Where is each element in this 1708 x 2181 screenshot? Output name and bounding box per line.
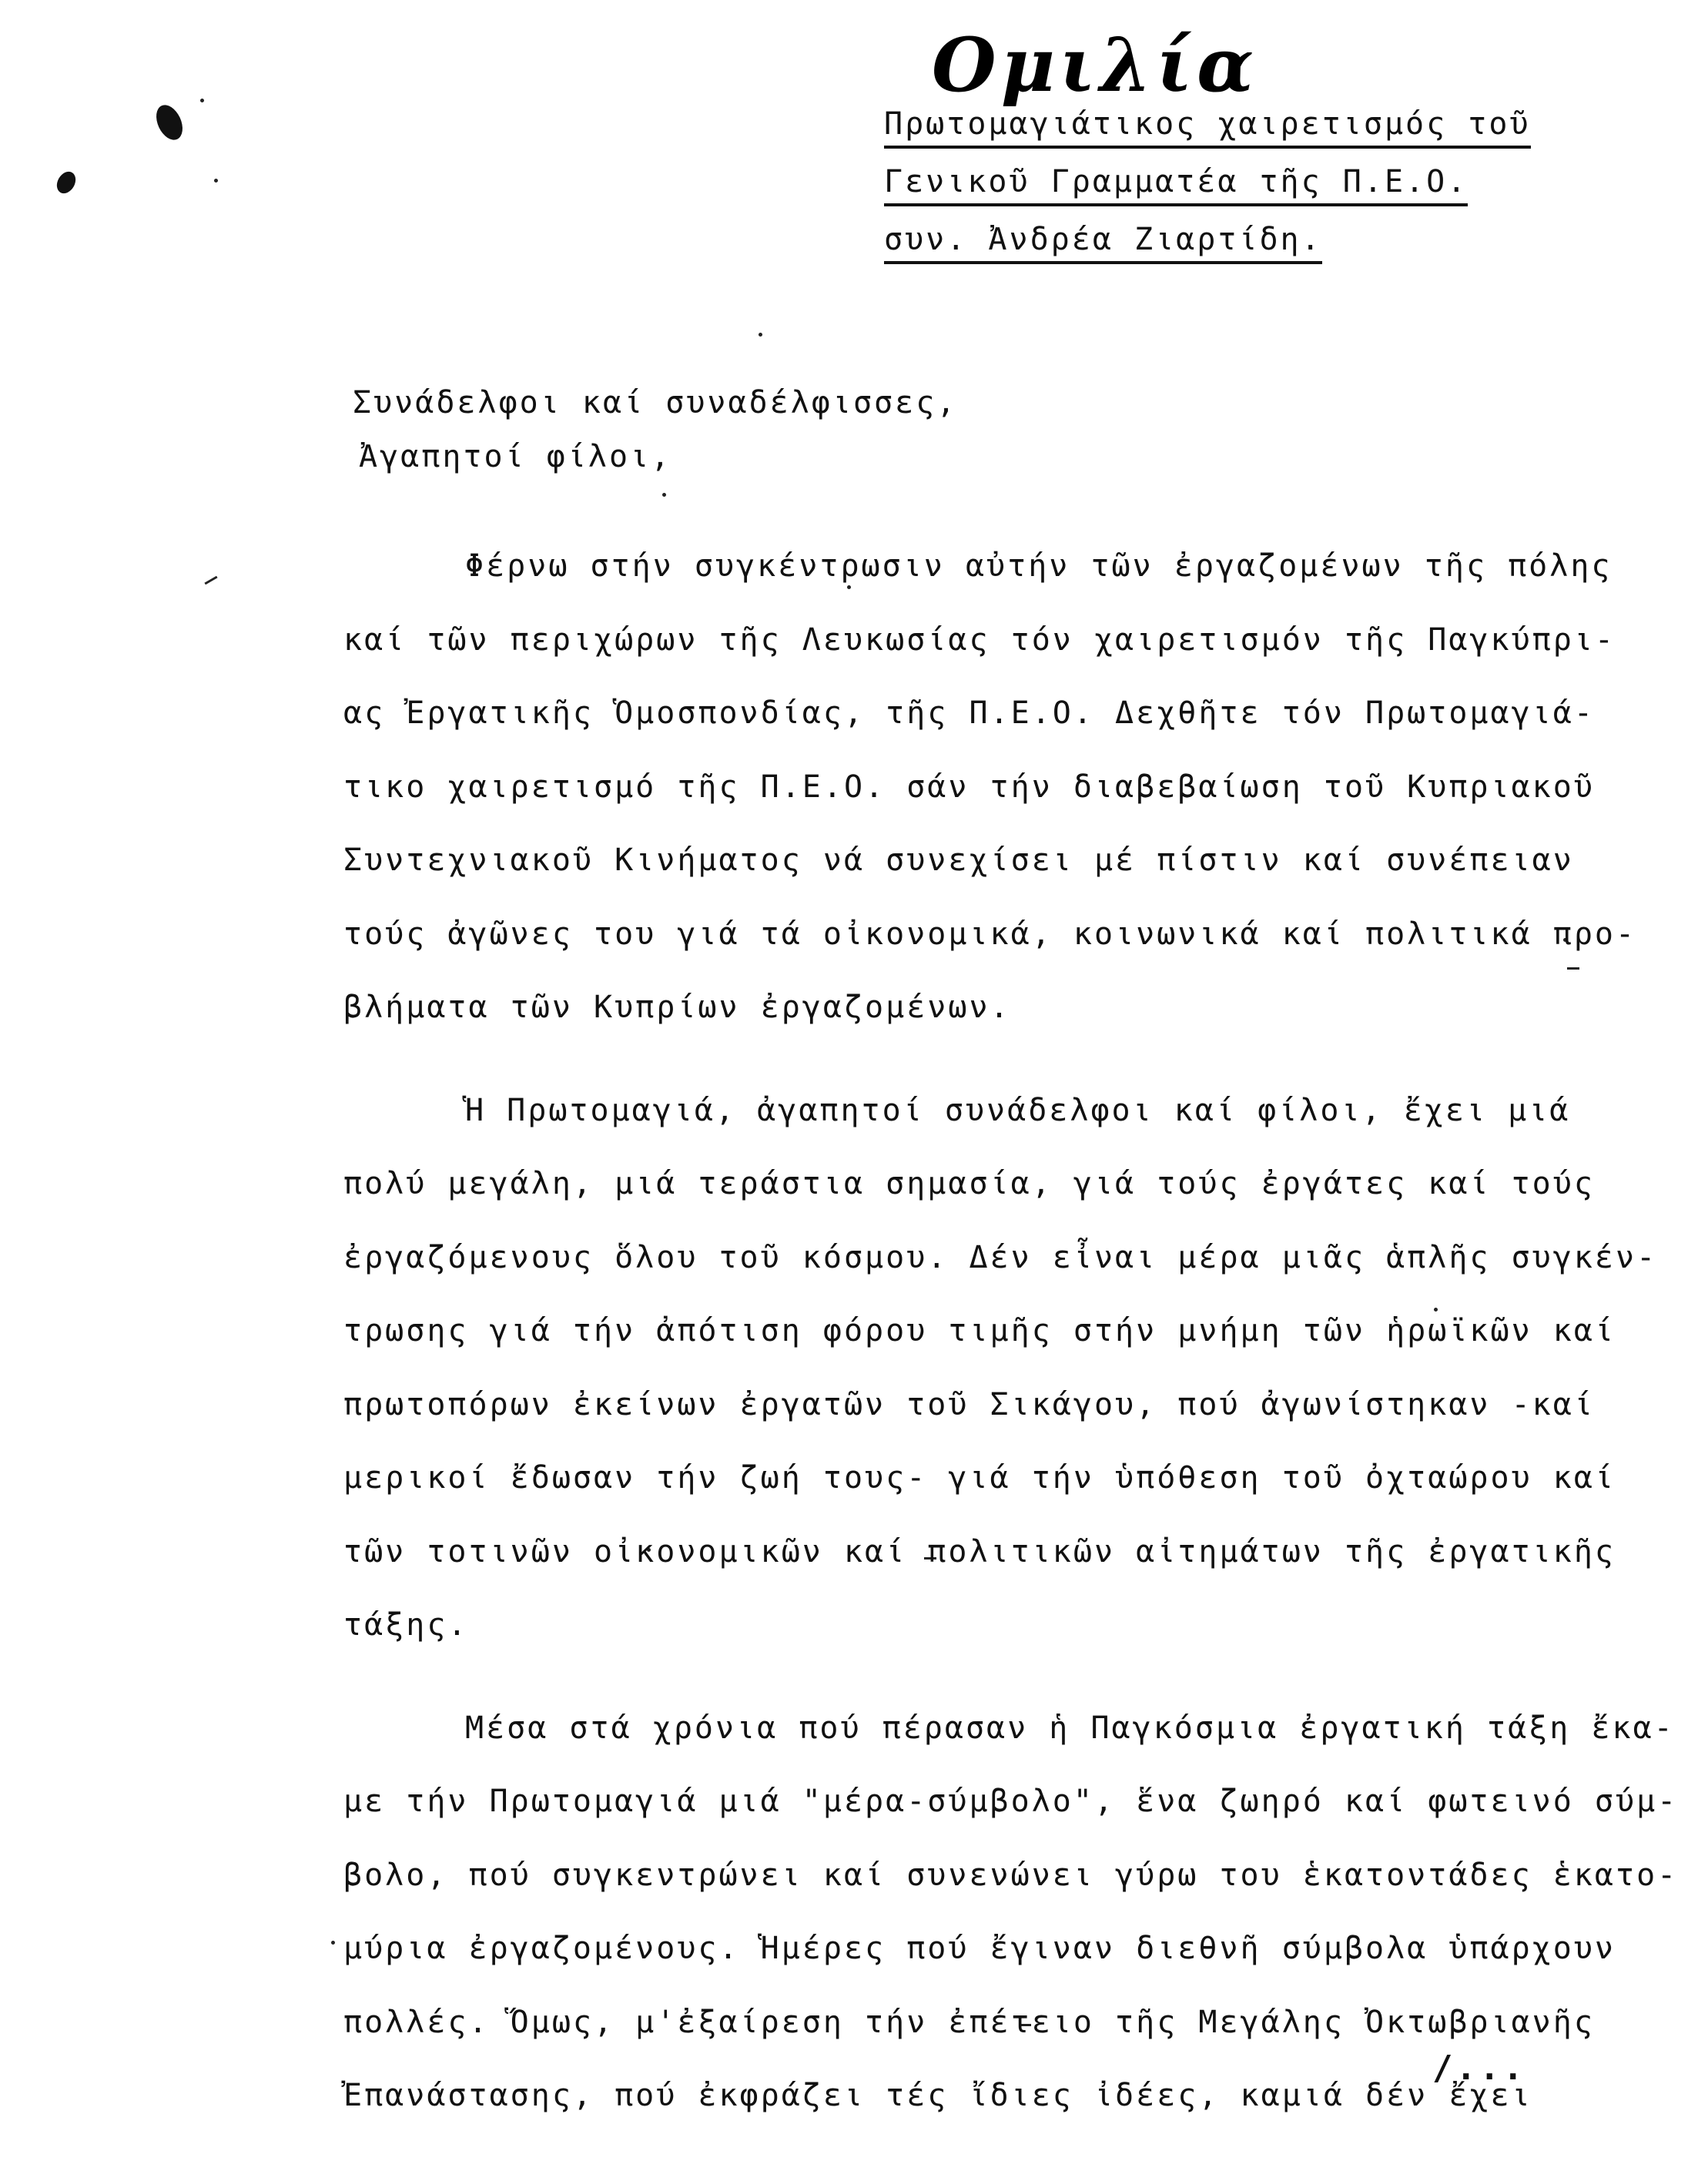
text-line: τούς ἀγῶνες του γιά τά οἰκονομικά, κοινωνικά καί πολιτικά προ- bbox=[343, 916, 1637, 952]
text-line: Συντεχνιακοῦ Κινήματος νά συνεχίσει μέ πίστιν καί συνέπειαν bbox=[343, 843, 1574, 878]
text-line: πολλές. Ὅμως, μ'ἐξαίρεση τήν ἐπέτειο τῆς Μεγάλης Ὀκτωβριανῆς bbox=[343, 2004, 1595, 2040]
paragraph bbox=[343, 1074, 1658, 1663]
text-line: πρωτοπόρων ἐκείνων ἐργατῶν τοῦ Σικάγου, πού ἀγωνίστηκαν -καί bbox=[343, 1386, 1595, 1422]
document-header bbox=[884, 99, 1677, 272]
scan-speck bbox=[759, 333, 762, 337]
salutation bbox=[353, 376, 1585, 484]
text-line: Ἡ Πρωτομαγιά, ἀγαπητοί συνάδελφοι καί φίλοι, ἔχει μιά bbox=[465, 1092, 1571, 1128]
text-line: βλήματα τῶν Κυπρίων ἐργαζομένων. bbox=[343, 990, 1011, 1025]
text-line: πολύ μεγάλη, μιά τεράστια σημασία, γιά τούς ἐργάτες καί τούς bbox=[343, 1166, 1595, 1201]
text-line: μύρια ἐργαζομένους. Ἡμέρες πού ἔγιναν διεθνῆ σύμβολα ὑπάρχουν bbox=[343, 1931, 1616, 1966]
text-line: Ἐπανάστασης, πού ἐκφράζει τές ἴδιες ἰδέες, καμιά δέν ἔχει bbox=[343, 2078, 1532, 2113]
ink-blot bbox=[151, 101, 187, 144]
paragraph bbox=[343, 530, 1653, 1045]
scan-speck bbox=[662, 493, 666, 497]
text-line: ἐργαζόμενους ὅλου τοῦ κόσμου. Δέν εἶναι μέρα μιᾶς ἁπλῆς συγκέν- bbox=[343, 1239, 1658, 1275]
text-line: Μέσα στά χρόνια πού πέρασαν ἡ Παγκόσμια ἐργατική τάξη ἔκα- bbox=[465, 1710, 1675, 1746]
header-line: συν. Ἀνδρέα Ζιαρτίδη. bbox=[884, 218, 1322, 264]
page-continuation-mark: /... bbox=[1432, 2049, 1526, 2088]
text-line: βολο, πού συγκεντρώνει καί συνενώνει γύρω του ἑκατοντάδες ἑκατο- bbox=[343, 1857, 1679, 1893]
scan-speck bbox=[200, 99, 204, 102]
salutation-line: Ἀγαπητοί φίλοι, bbox=[359, 439, 672, 474]
handwritten-annotation: Ομιλία bbox=[932, 22, 1258, 109]
text-line: με τήν Πρωτομαγιά μιά "μέρα-σύμβολο", ἕνα ζωηρό καί φωτεινό σύμ- bbox=[343, 1784, 1679, 1819]
text-line: τικο χαιρετισμό τῆς Π.Ε.Ο. σάν τήν διαβεβαίωση τοῦ Κυπριακοῦ bbox=[343, 769, 1595, 805]
scan-speck bbox=[331, 1941, 335, 1945]
scan-speck bbox=[214, 179, 218, 183]
text-line: τρωσης γιά τήν ἀπότιση φόρου τιμῆς στήν μνήμη τῶν ἡρωϊκῶν καί bbox=[343, 1313, 1616, 1348]
header-line: Γενικοῦ Γραμματέα τῆς Π.Ε.Ο. bbox=[884, 160, 1468, 206]
text-line: τάξης. bbox=[343, 1607, 469, 1643]
scan-mark bbox=[204, 576, 217, 585]
text-line: καί τῶν περιχώρων τῆς Λευκωσίας τόν χαιρετισμόν τῆς Παγκύπρι- bbox=[343, 621, 1616, 658]
header-line: Πρωτομαγιάτικος χαιρετισμός τοῦ bbox=[884, 102, 1531, 149]
text-line: Φέρνω στήν συγκέντρωσιν αὐτήν τῶν ἐργαζομένων τῆς πόλης bbox=[465, 548, 1613, 584]
text-line: ας Ἐργατικῆς Ὁμοσπονδίας, τῆς Π.Ε.Ο. Δεχθῆτε τόν Πρωτομαγιά- bbox=[343, 695, 1595, 731]
text-line: τῶν τοτινῶν οἰκονομικῶν καί πολιτικῶν αἰτημάτων τῆς ἐργατικῆς bbox=[343, 1533, 1616, 1570]
salutation-line: Συνάδελφοι καί συναδέλφισσες, bbox=[353, 385, 958, 420]
ink-blot bbox=[53, 169, 79, 197]
text-line: μερικοί ἔδωσαν τήν ζωή τους- γιά τήν ὑπόθεση τοῦ ὀχταώρου καί bbox=[343, 1460, 1616, 1496]
document-body bbox=[343, 530, 1679, 2163]
